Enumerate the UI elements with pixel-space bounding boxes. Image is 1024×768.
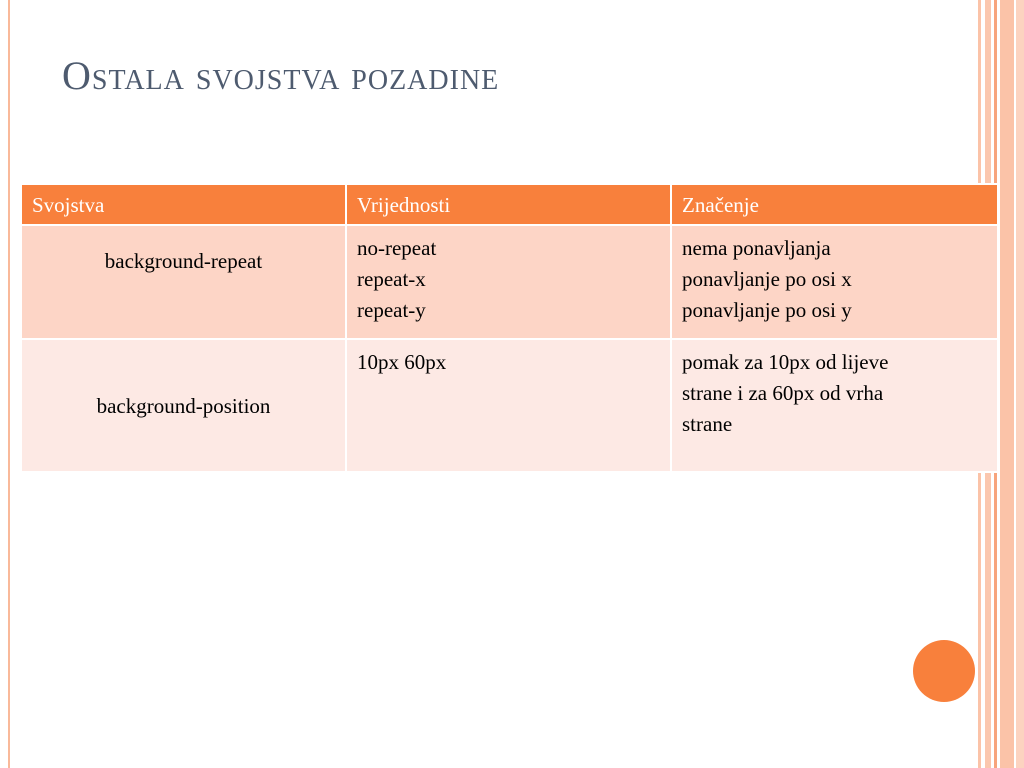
table-header-row	[21, 184, 998, 225]
property-name: background-repeat	[104, 249, 263, 273]
header-cell-properties: Svojstva	[21, 184, 346, 225]
slide-title: Ostala svojstva pozadine	[62, 53, 500, 98]
meaning-item: ponavljanje po osi x	[682, 267, 852, 291]
property-name: background-position	[96, 393, 271, 418]
value-item: 10px 60px	[357, 350, 447, 374]
meaning-item: strane i za 60px od vrha	[682, 381, 884, 405]
meaning-item: ponavljanje po osi y	[682, 298, 852, 322]
property-cell	[21, 225, 346, 339]
meaning-item: pomak za 10px od lijeve	[682, 350, 889, 374]
property-cell	[21, 339, 346, 472]
value-item: repeat-x	[357, 267, 426, 291]
left-border-line	[8, 0, 10, 768]
properties-table	[20, 183, 999, 473]
table-header	[21, 184, 998, 225]
right-stripe	[1016, 0, 1024, 768]
right-stripe	[1000, 0, 1014, 768]
values-cell	[346, 339, 671, 472]
meaning-item: nema ponavljanja	[682, 236, 831, 260]
header-cell-meaning: Značenje	[671, 184, 998, 225]
meaning-cell	[671, 225, 998, 339]
header-cell-values: Vrijednosti	[346, 184, 671, 225]
table-row	[21, 225, 998, 339]
value-item: no-repeat	[357, 236, 437, 260]
meaning-item: strane	[682, 412, 733, 436]
decorative-circle	[913, 640, 975, 702]
values-cell	[346, 225, 671, 339]
meaning-cell	[671, 339, 998, 472]
table-body	[21, 225, 998, 472]
table-row	[21, 339, 998, 472]
value-item: repeat-y	[357, 298, 426, 322]
